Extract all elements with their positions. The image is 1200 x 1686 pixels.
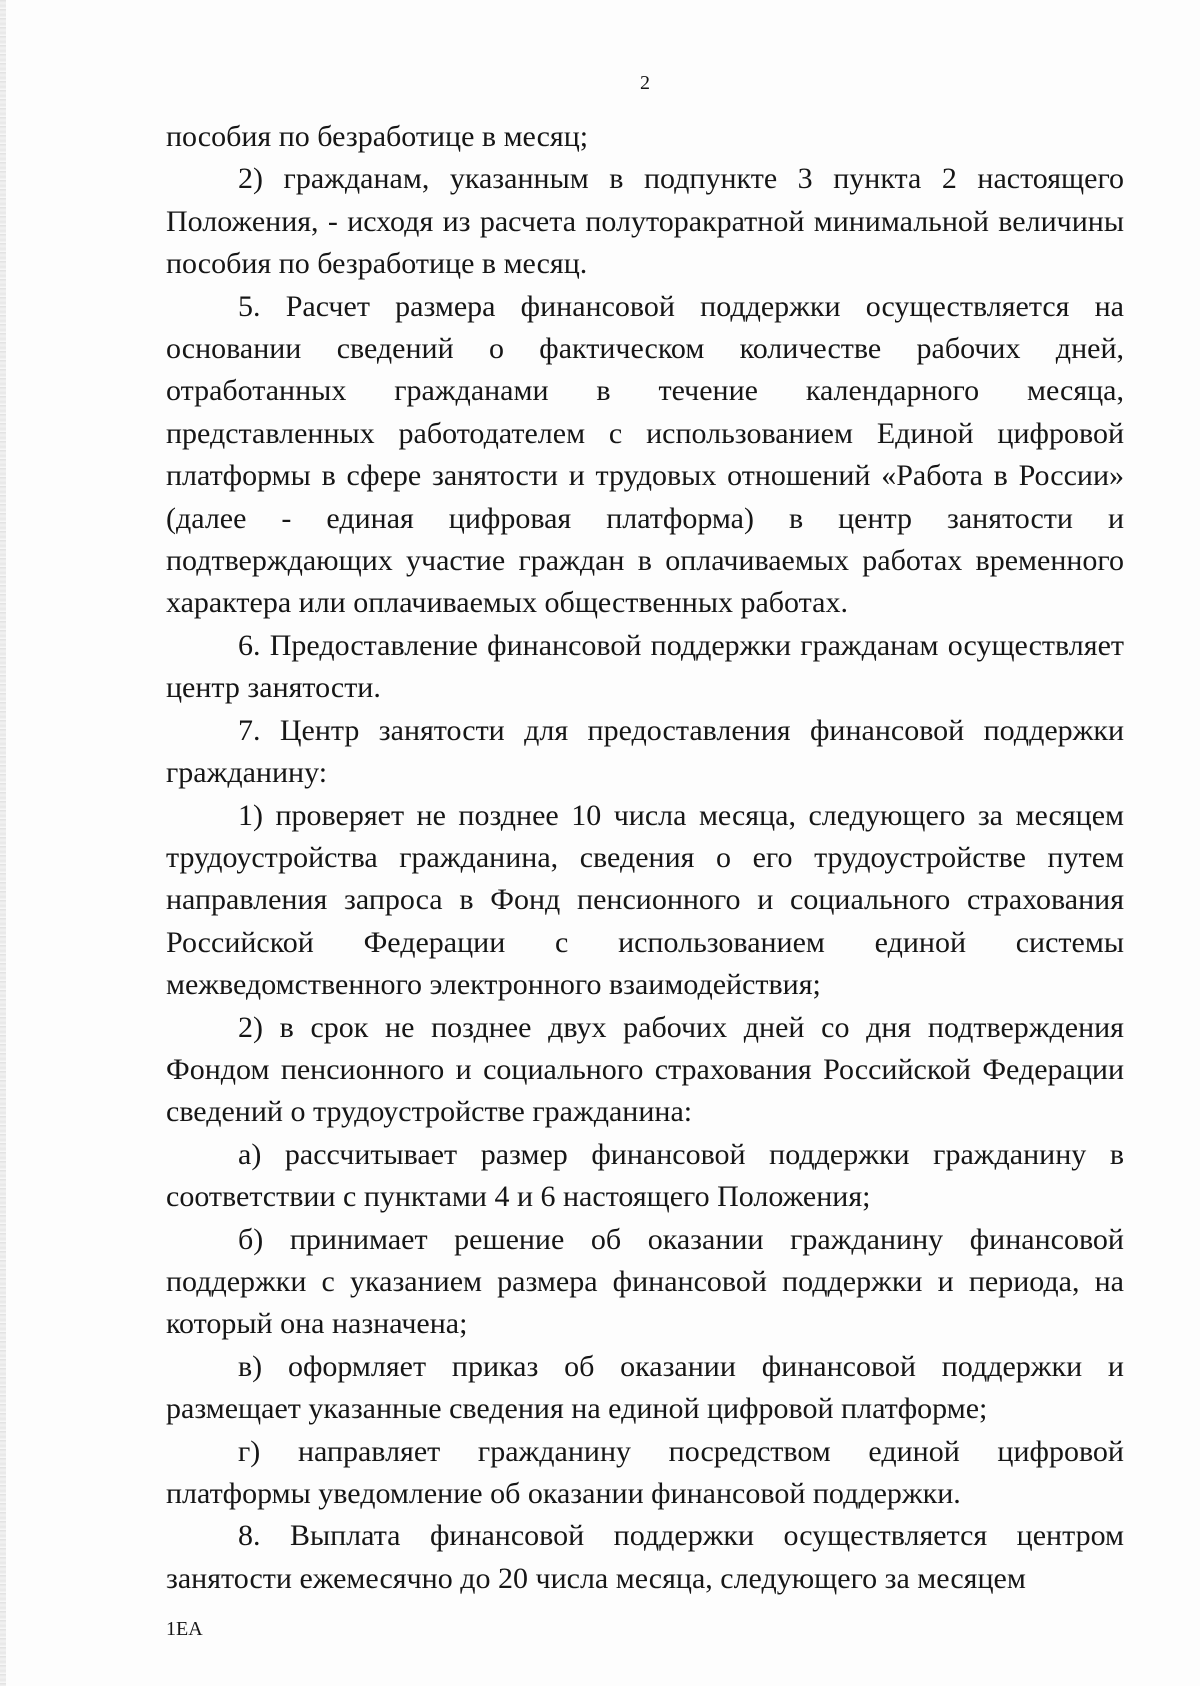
paragraph-subitem-2: 2) гражданам, указанным в подпункте 3 пункта 2 настоящего Положения, - исходя из расчета полуторакратной минимальной величины пособия по безработице в месяц. xyxy=(166,162,1124,281)
paragraph-item-7-subitem-1: 1) проверяет не позднее 10 числа месяца, следующего за месяцем трудоустройства гражданина, сведения о его трудоустройстве путем направления запроса в Фонд пенсионного и социального страхования Российской Федерации с использованием единой системы межведомственного электронного взаимодействия; xyxy=(166,798,1124,1002)
paragraph-subitem-v: в) оформляет приказ об оказании финансовой поддержки и размещает указанные сведения на единой цифровой платформе; xyxy=(166,1349,1124,1426)
paragraph-item-7-subitem-2: 2) в срок не позднее двух рабочих дней со дня подтверждения Фондом пенсионного и социального страхования Российской Федерации сведений о трудоустройстве гражданина: xyxy=(166,1010,1124,1129)
paragraph-item-7: 7. Центр занятости для предоставления финансовой поддержки гражданину: xyxy=(166,713,1124,790)
paragraph-item-5: 5. Расчет размера финансовой поддержки осуществляется на основании сведений о фактическом количестве рабочих дней, отработанных гражданами в течение календарного месяца, представленных работодателем с использованием Единой цифровой платформы в сфере занятости и трудовых отношений «Работа в России» (далее - единая цифровая платформа) в центр занятости и подтверждающих участие граждан в оплачиваемых работах временного характера или оплачиваемых общественных работах. xyxy=(166,289,1124,620)
page-number: 2 xyxy=(640,72,650,94)
paragraph-item-6: 6. Предоставление финансовой поддержки гражданам осуществляет центр занятости. xyxy=(166,628,1124,705)
paragraph-continuation: пособия по безработице в месяц; xyxy=(166,120,589,153)
scan-edge xyxy=(0,0,6,1686)
footer-code: 1EA xyxy=(166,1618,203,1640)
paragraph-subitem-b: б) принимает решение об оказании гражданину финансовой поддержки с указанием размера финансовой поддержки и периода, на который она назначена; xyxy=(166,1222,1124,1341)
paragraph-item-8: 8. Выплата финансовой поддержки осуществляется центром занятости ежемесячно до 20 числа месяца, следующего за месяцем xyxy=(166,1519,1124,1595)
paragraph-subitem-g: г) направляет гражданину посредством единой цифровой платформы уведомление об оказании финансовой поддержки. xyxy=(166,1434,1124,1510)
document-body xyxy=(166,116,1124,1600)
paragraph-subitem-a: а) рассчитывает размер финансовой поддержки гражданину в соответствии с пунктами 4 и 6 настоящего Положения; xyxy=(166,1137,1124,1214)
